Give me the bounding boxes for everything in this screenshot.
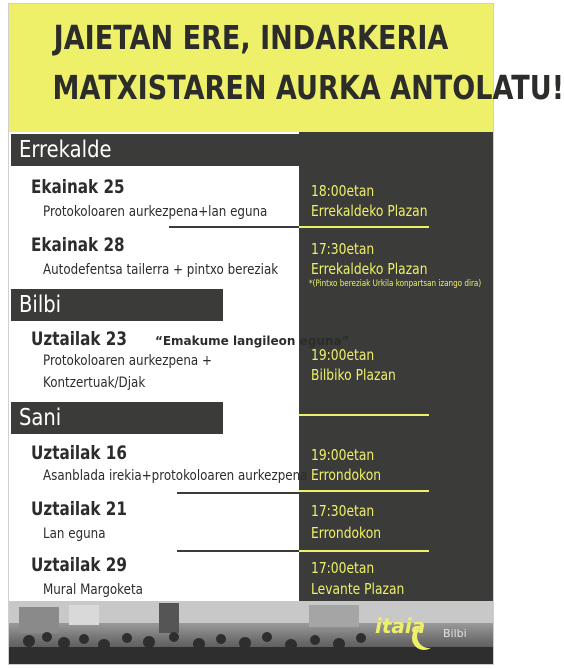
- event-time: 17:30etan: [311, 502, 375, 520]
- event-date: Uztailak 16: [31, 442, 127, 464]
- event-place: Errondokon: [311, 466, 382, 484]
- event-time: 17:30etan: [311, 240, 375, 258]
- title-line-1: JAIETAN ERE, INDARKERIA: [53, 18, 449, 57]
- event-description: Lan eguna: [43, 526, 106, 542]
- event-date: Ekainak 25: [31, 176, 125, 198]
- event-place: Errondokon: [311, 524, 382, 542]
- event-time: 17:00etan: [311, 559, 375, 577]
- divider: [299, 414, 429, 416]
- event-date: Uztailak 23 “Emakume langileon eguna”: [31, 328, 350, 350]
- event-place: Errekaldeko Plazan: [311, 260, 428, 278]
- title-line-2: MATXISTAREN AURKA ANTOLATU!: [52, 68, 564, 107]
- event-date: Uztailak 21: [31, 498, 127, 520]
- event-description-2: Kontzertuak/Djak: [43, 375, 146, 391]
- section-header-sani: Sani: [11, 402, 223, 434]
- event-description: Autodefentsa tailerra + pintxo bereziak: [43, 262, 279, 278]
- event-date: Uztailak 29: [31, 554, 127, 576]
- poster: [8, 3, 564, 665]
- divider: [177, 492, 299, 494]
- event-description: Protokoloaren aurkezpena+lan eguna: [43, 204, 268, 220]
- event-time: 18:00etan: [311, 182, 375, 200]
- event-date: Ekainak 28: [31, 234, 125, 256]
- divider: [299, 550, 429, 552]
- event-description: Protokoloaren aurkezpena +: [43, 353, 212, 369]
- logo: itaia: [375, 614, 426, 638]
- event-place: Bilbiko Plazan: [311, 366, 396, 384]
- divider: [299, 490, 429, 492]
- section-header-errekalde: Errekalde: [11, 134, 299, 166]
- title-banner: [9, 4, 564, 132]
- divider: [299, 226, 429, 228]
- event-description: Asanblada irekia+protokoloaren aurkezpena: [43, 468, 308, 484]
- event-time: 19:00etan: [311, 446, 375, 464]
- logo-subtitle: Bilbi: [443, 627, 467, 640]
- divider: [177, 550, 299, 552]
- event-description: Mural Margoketa: [43, 582, 143, 598]
- event-time: 19:00etan: [311, 346, 375, 364]
- event-place: Errekaldeko Plazan: [311, 202, 428, 220]
- event-place: Levante Plazan: [311, 580, 405, 598]
- section-header-bilbi: Bilbi: [11, 289, 223, 321]
- event-footnote: *(Pintxo bereziak Urkila konpartsan izango dira): [309, 279, 482, 289]
- event-note: “Emakume langileon eguna”: [154, 334, 350, 348]
- divider: [169, 226, 299, 228]
